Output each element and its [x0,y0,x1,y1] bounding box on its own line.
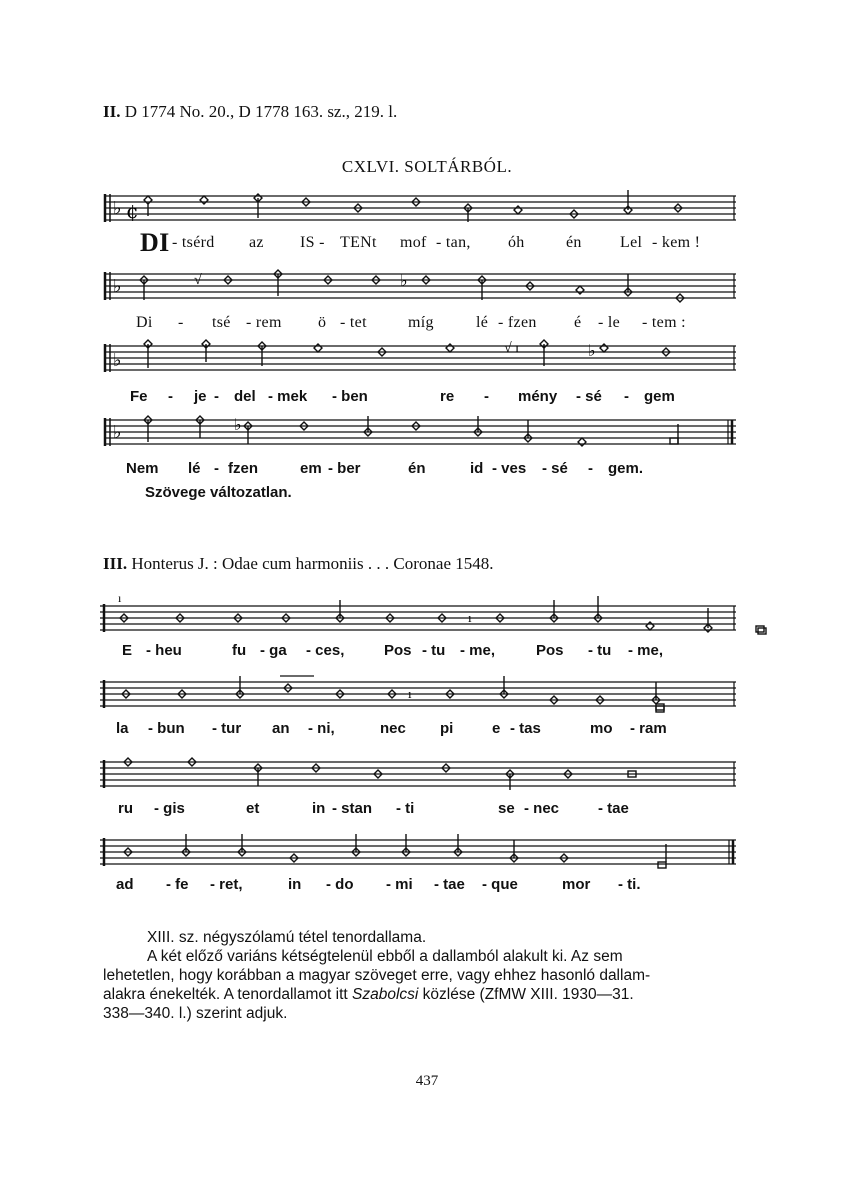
lyrics-2-1 [104,228,736,257]
lyrics-3-4 [100,876,736,898]
lyric-syllable: - gis [154,800,185,817]
section-3-number: III. [103,554,128,573]
lyric-syllable: del [234,388,256,405]
staff-3-1 [100,591,736,636]
svg-text:♭: ♭ [113,350,122,371]
commentary-paragraph [103,928,743,1023]
section-2-heading [103,102,397,122]
lyric-syllable: én [566,234,582,251]
lyric-syllable: Di [136,314,153,331]
lyric-syllable: - ret, [210,876,243,893]
staff-2-1 [104,192,736,224]
lyric-syllable: - tu [422,642,446,659]
lyric-syllable: Nem [126,460,159,477]
staff-2-4 [104,416,736,450]
lyric-syllable: mény [518,388,558,405]
svg-text:√: √ [194,273,202,288]
lyric-syllable: - ti [396,800,415,817]
lyrics-2-4 [104,460,736,482]
lyric-syllable: - rem [246,314,282,331]
lyric-syllable: - [624,388,629,405]
staff-2-2-notation [104,270,736,304]
lyric-syllable: re [440,388,455,405]
lyrics-3-1 [100,642,736,664]
lyric-syllable: - [214,460,219,477]
lyric-syllable: - le [598,314,621,331]
lyric-syllable: míg [408,314,434,331]
lyric-syllable: - ves [492,460,527,477]
lyric-syllable: - tem : [642,314,686,331]
page-number: 437 [415,1073,439,1089]
lyric-syllable: - [588,460,593,477]
svg-text:ı: ı [468,610,472,625]
svg-text:ı: ı [118,591,122,605]
lyric-syllable: - tu [588,642,612,659]
lyric-syllable: mor [562,876,591,893]
lyric-syllable: é [574,314,582,331]
section-2-number: II. [103,102,121,121]
staff-3-1-notation [100,591,736,636]
lyric-syllable: fu [232,642,247,659]
staff-3-3 [100,756,736,792]
lyric-syllable: et [246,800,260,817]
lyric-syllable: - tae [598,800,629,817]
svg-text:¢: ¢ [126,199,139,223]
lyric-syllable: - mi [386,876,413,893]
lyric-syllable: - tet [340,314,367,331]
lyric-syllable: - ni, [308,720,335,737]
paragraph-line: A két előző variáns kétségtelenül ebből a dallamból alakult ki. Az sem [147,948,623,965]
lyric-syllable: e [492,720,501,737]
paragraph-line: lehetetlen, hogy korábban a magyar szöveget erre, vagy ehhez hasonló dallam- [103,967,651,984]
lyric-syllable: id [470,460,484,477]
lyric-syllable: - [168,388,173,405]
lyric-syllable: - ram [630,720,667,737]
lyric-syllable: - fzen [498,314,537,331]
svg-text:♭: ♭ [113,276,122,297]
paragraph-text: alakra énekelték. A tenordallamot itt [103,986,348,1003]
staff-2-2 [104,270,736,304]
lyrics-2-2 [104,314,736,336]
lyric-syllable: - kem ! [652,234,701,251]
lyric-syllable: em [300,460,322,477]
lyric-syllable: Fe [130,388,148,405]
lyric-syllable: mof [400,234,427,251]
staff-2-4-notation [104,416,736,450]
lyric-syllable: nec [380,720,406,737]
lyric-syllable: ö [318,314,327,331]
lyric-syllable: lé [476,314,489,331]
svg-text:ı: ı [408,686,412,701]
staff-3-4 [100,834,736,872]
section-3-source: Honterus J. : Odae cum harmoniis . . . Coronae 1548. [131,554,494,573]
lyric-syllable: - tsérd [172,234,215,251]
svg-text:√ ı: √ ı [504,341,520,356]
lyric-syllable: gem. [608,460,644,477]
staff-3-4-notation [100,834,736,872]
lyric-syllable: - ti. [618,876,641,893]
paragraph-line [103,985,743,1004]
lyric-syllable: én [408,460,426,477]
lyric-syllable: ru [118,800,133,817]
lyric-syllable: - [484,388,489,405]
lyrics-3-3 [100,800,736,822]
staff-3-3-notation [100,756,736,792]
staff-3-2 [100,676,736,716]
lyric-syllable: az [249,234,264,251]
lyric-syllable: - [214,388,219,405]
section-3-heading [103,554,494,574]
lyric-syllable: - stan [332,800,373,817]
lyrics-2-3 [104,388,736,410]
lyric-syllable: - do [326,876,354,893]
lyric-syllable: E [122,642,133,659]
staff-2-3-notation [104,340,736,374]
lyric-syllable: - me, [628,642,664,659]
lyric-syllable: Pos [536,642,564,659]
lyric-syllable: in [288,876,302,893]
author-name: Szabolcsi [352,986,419,1003]
text-note: Szövege változatlan. [145,484,292,501]
lyric-syllable: tsé [212,314,231,331]
paragraph-line: XIII. sz. négyszólamú tétel tenordallama. [147,929,427,946]
lyric-syllable: se [498,800,515,817]
paragraph-line: 338—340. l.) szerint adjuk. [103,1005,288,1022]
lyric-syllable: - tas [510,720,541,737]
lyric-syllable: - que [482,876,518,893]
lyric-syllable: an [272,720,290,737]
lyric-syllable: Lel [620,234,643,251]
lyric-syllable: - sé [542,460,568,477]
lyric-syllable: gem [644,388,675,405]
lyric-syllable: - ga [260,642,287,659]
lyric-syllable: - me, [460,642,496,659]
lyric-syllable: óh [508,234,525,251]
lyric-syllable: - ber [328,460,361,477]
lyric-syllable: - ben [332,388,368,405]
lyric-syllable: - ces, [306,642,345,659]
lyrics-3-2 [100,720,736,742]
lyric-syllable: - [178,314,184,331]
psalm-title: CXLVI. SOLTÁRBÓL. [341,157,513,176]
lyric-syllable: - tan, [436,234,471,251]
lyric-syllable: - sé [576,388,602,405]
lyric-syllable: TENt [340,234,377,251]
svg-text:♭: ♭ [234,415,242,434]
staff-3-2-notation [100,676,736,716]
lyric-syllable: - tae [434,876,465,893]
lyric-syllable: - bun [148,720,185,737]
svg-text:♭: ♭ [113,422,122,443]
lyric-syllable: Pos [384,642,412,659]
lyric-syllable: la [116,720,129,737]
svg-text:♭: ♭ [113,198,122,219]
lyric-syllable: lé [188,460,201,477]
section-2-source: D 1774 No. 20., D 1778 163. sz., 219. l. [124,102,398,121]
lyric-syllable: je [194,388,207,405]
lyric-syllable: pi [440,720,454,737]
lyric-syllable: - nec [524,800,560,817]
lyric-syllable: - mek [268,388,308,405]
lyric-syllable: IS - [300,234,325,251]
svg-text:♭: ♭ [400,271,408,290]
lyric-syllable: mo [590,720,613,737]
svg-text:♭: ♭ [588,341,596,360]
lyric-syllable: in [312,800,326,817]
lyric-syllable: - heu [146,642,182,659]
lyric-syllable: ad [116,876,134,893]
paragraph-text: közlése (ZfMW XIII. 1930—31. [418,986,634,1003]
lyric-syllable: - tur [212,720,242,737]
lyric-syllable: fzen [228,460,258,477]
staff-2-1-notation [104,192,736,224]
lyric-syllable: - fe [166,876,189,893]
lyric-syllable: DI [140,228,170,257]
staff-2-3 [104,340,736,374]
